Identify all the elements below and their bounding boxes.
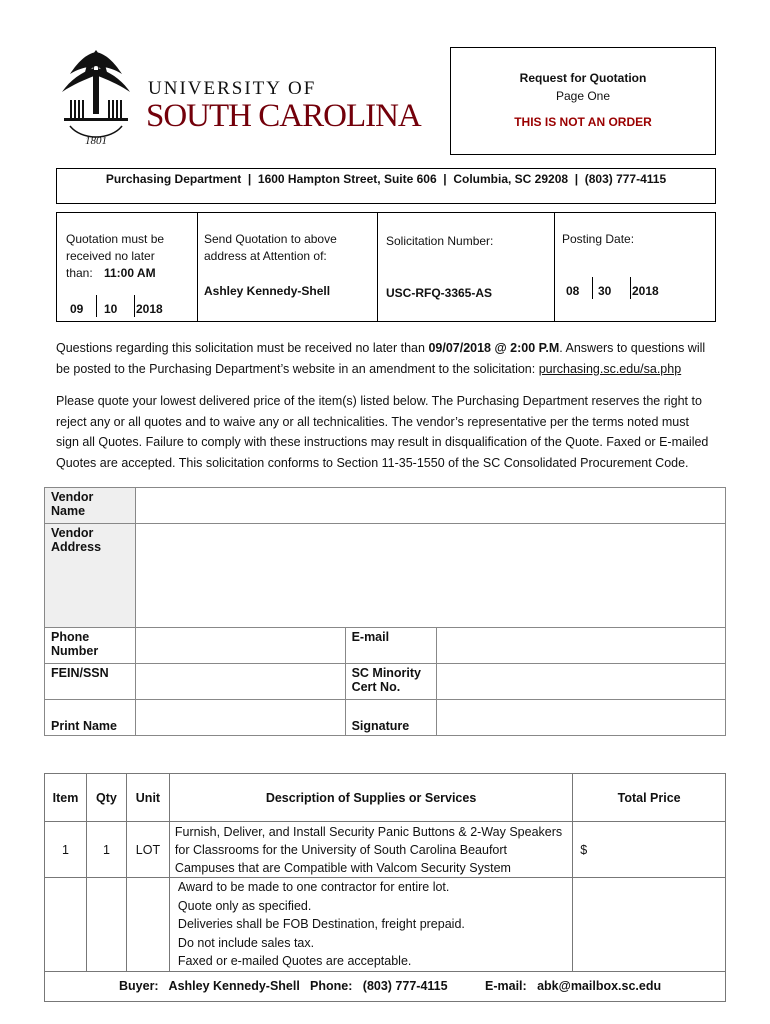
row-qty: 1 bbox=[86, 822, 126, 878]
buyer-phone: Phone: (803) 777-4115 bbox=[310, 979, 448, 993]
text: Please quote your lowest delivered price of the item(s) listed below. The Purchasing Department reserves the right to bbox=[56, 394, 702, 408]
quotation-label: than: bbox=[66, 266, 93, 280]
info-divider bbox=[554, 212, 555, 322]
quotation-time: 11:00 AM bbox=[104, 266, 156, 280]
vendor-address-input[interactable] bbox=[135, 524, 725, 628]
purchasing-link[interactable]: purchasing.sc.edu/sa.php bbox=[538, 361, 682, 376]
posting-day: 30 bbox=[598, 284, 612, 298]
row-notes: Award to be made to one contractor for entire lot. Quote only as specified. Deliveries shall be FOB Destination, freight prepaid. Do not include sales tax. Faxed or e-mailed Quotes are acceptable. bbox=[169, 878, 572, 972]
seal-year: 1801 bbox=[85, 135, 107, 147]
signature-label: Signature bbox=[345, 700, 436, 736]
minority-cert-label: SC Minority Cert No. bbox=[345, 664, 436, 700]
vendor-table bbox=[44, 487, 726, 736]
send-label: Send Quotation to above bbox=[204, 232, 337, 246]
col-unit: Unit bbox=[126, 774, 169, 822]
posting-month: 08 bbox=[566, 284, 580, 298]
text: Questions regarding this solicitation must be received no later than bbox=[56, 341, 429, 355]
phone-label: Phone Number bbox=[45, 628, 136, 664]
text: reject any or all quotes and to waive any or all technicalities. The vendor’s representative per the terms noted must bbox=[56, 414, 689, 429]
phone-input[interactable] bbox=[135, 628, 345, 664]
row-unit: LOT bbox=[126, 822, 169, 878]
col-item: Item bbox=[45, 774, 87, 822]
fein-label: FEIN/SSN bbox=[45, 664, 136, 700]
date-divider bbox=[96, 295, 97, 317]
vendor-address-label: Vendor Address bbox=[45, 524, 136, 628]
email-label: E-mail bbox=[345, 628, 436, 664]
page-label: Page One bbox=[555, 89, 611, 103]
notes-spacer bbox=[45, 878, 87, 972]
quotation-label: received no later bbox=[66, 249, 155, 263]
notes-spacer bbox=[573, 878, 726, 972]
email-input[interactable] bbox=[436, 628, 725, 664]
info-divider bbox=[197, 212, 198, 322]
buyer-name: Buyer: Ashley Kennedy-Shell bbox=[119, 979, 300, 993]
text: be posted to the Purchasing Department’s website in an amendment to the solicitation: bbox=[56, 361, 539, 376]
questions-paragraph bbox=[56, 338, 726, 379]
date-divider bbox=[134, 295, 135, 317]
not-order-notice: THIS IS NOT AN ORDER bbox=[514, 115, 652, 129]
info-divider bbox=[377, 212, 378, 322]
send-label: address at Attention of: bbox=[204, 249, 327, 263]
text: Quotes are accepted. This solicitation conforms to Section 11-35-1550 of the SC Consolidated Procurement Code. bbox=[56, 455, 689, 470]
attention-name: Ashley Kennedy-Shell bbox=[204, 284, 331, 298]
print-name-input[interactable] bbox=[135, 700, 345, 736]
signature-input[interactable] bbox=[436, 700, 725, 736]
solicitation-label: Solicitation Number: bbox=[386, 234, 494, 248]
minority-cert-input[interactable] bbox=[436, 664, 725, 700]
buyer-email: E-mail: abk@mailbox.sc.edu bbox=[485, 979, 662, 993]
buyer-footer bbox=[45, 972, 726, 1002]
solicitation-number: USC-RFQ-3365-AS bbox=[386, 286, 493, 300]
notes-spacer bbox=[126, 878, 169, 972]
posting-year: 2018 bbox=[632, 284, 659, 298]
quotation-label: Quotation must be bbox=[66, 232, 165, 246]
row-item: 1 bbox=[45, 822, 87, 878]
vendor-name-label: Vendor Name bbox=[45, 488, 136, 524]
print-name-label: Print Name bbox=[45, 700, 136, 736]
due-day: 10 bbox=[104, 302, 118, 316]
logo-line1: UNIVERSITY OF bbox=[148, 78, 317, 99]
logo-line2: SOUTH CAROLINA bbox=[146, 98, 421, 134]
due-month: 09 bbox=[70, 302, 84, 316]
date-divider bbox=[630, 277, 631, 299]
date-divider bbox=[592, 277, 593, 299]
vendor-name-input[interactable] bbox=[135, 488, 725, 524]
col-total-price: Total Price bbox=[573, 774, 726, 822]
posting-label: Posting Date: bbox=[562, 232, 635, 246]
fein-input[interactable] bbox=[135, 664, 345, 700]
due-year: 2018 bbox=[136, 302, 163, 316]
col-qty: Qty bbox=[86, 774, 126, 822]
items-table bbox=[44, 773, 726, 1002]
text: . Answers to questions will bbox=[559, 341, 706, 355]
text: sign all Quotes. Failure to comply with these instructions may result in disqualification of the Quote. Faxed or E-mailed bbox=[56, 435, 709, 449]
col-description: Description of Supplies or Services bbox=[169, 774, 572, 822]
questions-deadline: 09/07/2018 @ 2:00 P.M bbox=[428, 341, 560, 355]
address-line: Purchasing Department | 1600 Hampton Street, Suite 606 | Columbia, SC 29208 | (803) 777-4115 bbox=[105, 172, 667, 186]
university-logo bbox=[56, 44, 436, 154]
palmetto-tree-icon bbox=[56, 44, 136, 152]
notes-spacer bbox=[86, 878, 126, 972]
row-total-price[interactable]: $ bbox=[573, 822, 726, 878]
instructions-paragraph bbox=[56, 391, 726, 473]
rfq-title: Request for Quotation bbox=[519, 71, 647, 85]
row-description: Furnish, Deliver, and Install Security Panic Buttons & 2-Way Speakers for Classrooms for the University of South Carolina Beaufort Campuses that are Compatible with Valcom Security System bbox=[169, 822, 572, 878]
